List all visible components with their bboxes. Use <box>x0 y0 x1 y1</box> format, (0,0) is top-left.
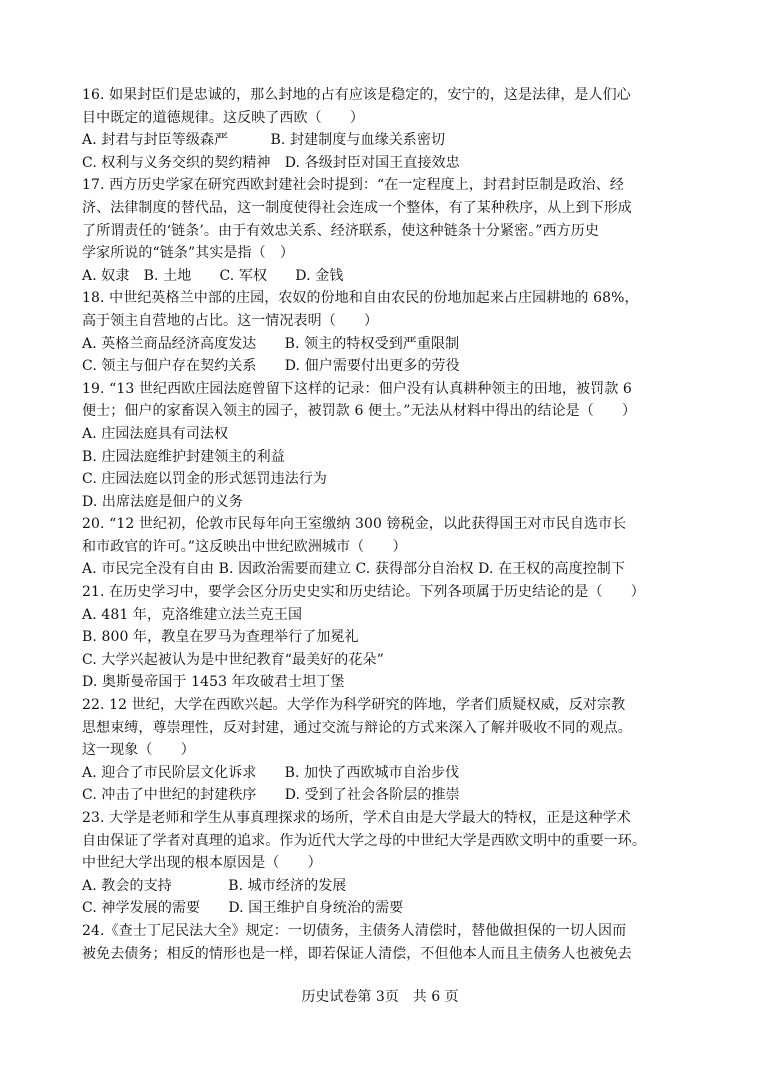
question-block <box>82 287 682 377</box>
answer-option-line: A. 市民完全没有自由 B. 因政治需要而建立 C. 获得部分自治权 D. 在王权的高度控制下 <box>82 561 625 578</box>
answer-option-line: C. 庄园法庭以罚金的形式惩罚违法行为 <box>82 471 328 488</box>
question-stem-line: 济、法律制度的替代品，这一制度使得社会连成一个整体，有了某种秩序，从上到下形成 <box>82 199 632 216</box>
answer-option-line: A. 迎合了市民阶层文化诉求 B. 加快了西欧城市自治步伐 <box>82 764 460 781</box>
question-stem-line: 20. “12 世纪初，伦敦市民每年向王室缴纳 300 镑税金，以此获得国王对市民自选市长 <box>82 516 627 533</box>
answer-option-line: A. 庄园法庭具有司法权 <box>82 425 229 442</box>
answer-option-line: B. 800 年，教皇在罗马为查理举行了加冕礼 <box>82 629 359 646</box>
question-block <box>82 581 682 694</box>
question-stem-line: 学家所说的“链条”其实是指（ ） <box>82 245 294 262</box>
question-stem-line: 自由保证了学者对真理的追求。作为近代大学之母的中世纪大学是西欧文明中的重要一环。 <box>82 832 646 849</box>
answer-option-line: C. 大学兴起被认为是中世纪教育“最美好的花朵” <box>82 651 384 668</box>
question-stem-line: 19. “13 世纪西欧庄园法庭曾留下这样的记录：佃户没有认真耕种领主的田地，被罚款 6 <box>82 380 632 397</box>
answer-option-line: B. 庄园法庭维护封建领主的利益 <box>82 448 285 465</box>
question-stem-line: 23. 大学是老师和学生从事真理探求的场所，学术自由是大学最大的特权，正是这种学术 <box>82 810 631 826</box>
question-stem-line: 18. 中世纪英格兰中部的庄园，农奴的份地和自由农民的份地加起来占庄园耕地的 68%， <box>82 290 639 307</box>
question-block <box>82 807 682 920</box>
question-block <box>82 513 682 581</box>
question-block <box>82 84 682 174</box>
answer-option-line: C. 神学发展的需要 D. 国王维护自身统治的需要 <box>82 900 404 917</box>
question-block <box>82 920 682 965</box>
question-stem-line: 高于领主自营地的占比。这一情况表明（ ） <box>82 312 379 329</box>
question-list <box>82 84 682 965</box>
question-stem-line: 了所谓责任的‘链条’。由于有效忠关系、经济联系，使这种链条十分紧密。”西方历史 <box>82 222 599 239</box>
question-stem-line: 22. 12 世纪，大学在西欧兴起。大学作为科学研究的阵地，学者们质疑权威，反对宗教 <box>82 697 626 714</box>
question-block <box>82 174 682 287</box>
page-footer: 历史试卷第 3页 共 6 页 <box>301 989 459 1005</box>
answer-option-line: A. 英格兰商品经济高度发达 B. 领主的特权受到严重限制 <box>82 335 460 352</box>
answer-option-line: C. 权利与义务交织的契约精神 D. 各级封臣对国王直接效忠 <box>82 154 460 171</box>
question-stem-line: 思想束缚，尊崇理性，反对封建，通过交流与辩论的方式来深入了解并吸收不同的观点。 <box>82 719 632 736</box>
question-stem-line: 被免去债务；相反的情形也是一样，即若保证人清偿，不但他本人而且主债务人也被免去 <box>82 945 632 962</box>
answer-option-line: A. 封君与封臣等级森严 B. 封建制度与血缘关系密切 <box>82 132 446 149</box>
question-stem-line: 21. 在历史学习中，要学会区分历史史实和历史结论。下列各项属于历史结论的是（ ） <box>82 584 645 601</box>
answer-option-line: D. 奥斯曼帝国于 1453 年攻破君士坦丁堡 <box>82 674 345 691</box>
answer-option-line: A. 奴隶 B. 土地 C. 军权 D. 金钱 <box>82 267 344 284</box>
question-stem-line: 16. 如果封臣们是忠诚的，那么封地的占有应该是稳定的，安宁的，这是法律，是人们心 <box>82 87 631 103</box>
answer-option-line: A. 481 年，克洛维建立法兰克王国 <box>82 606 303 623</box>
question-stem-line: 17. 西方历史学家在研究西欧封建社会时提到：“在一定程度上，封君封臣制是政治、经 <box>82 177 624 194</box>
answer-option-line: C. 冲击了中世纪的封建秩序 D. 受到了社会各阶层的推崇 <box>82 787 460 804</box>
question-stem-line: 中世纪大学出现的根本原因是（ ） <box>82 855 322 872</box>
question-stem-line: 24.《查士丁尼民法大全》规定：一切债务，主债务人清偿时，替他做担保的一切人因而 <box>82 922 627 939</box>
question-block <box>82 378 682 514</box>
question-block <box>82 694 682 807</box>
question-stem-line: 便士；佃户的家畜误入领主的园子，被罚款 6 便士。”无法从材料中得出的结论是（ ） <box>82 403 637 420</box>
answer-option-line: D. 出席法庭是佃户的义务 <box>82 493 243 510</box>
answer-option-line: C. 领主与佃户存在契约关系 D. 佃户需要付出更多的劳役 <box>82 358 460 375</box>
question-stem-line: 这一现象（ ） <box>82 742 195 759</box>
question-stem-line: 和市政官的许可。”这反映出中世纪欧洲城市（ ） <box>82 538 407 555</box>
answer-option-line: A. 教会的支持 B. 城市经济的发展 <box>82 877 347 894</box>
question-stem-line: 目中既定的道德规律。这反映了西欧（ ） <box>82 109 364 126</box>
